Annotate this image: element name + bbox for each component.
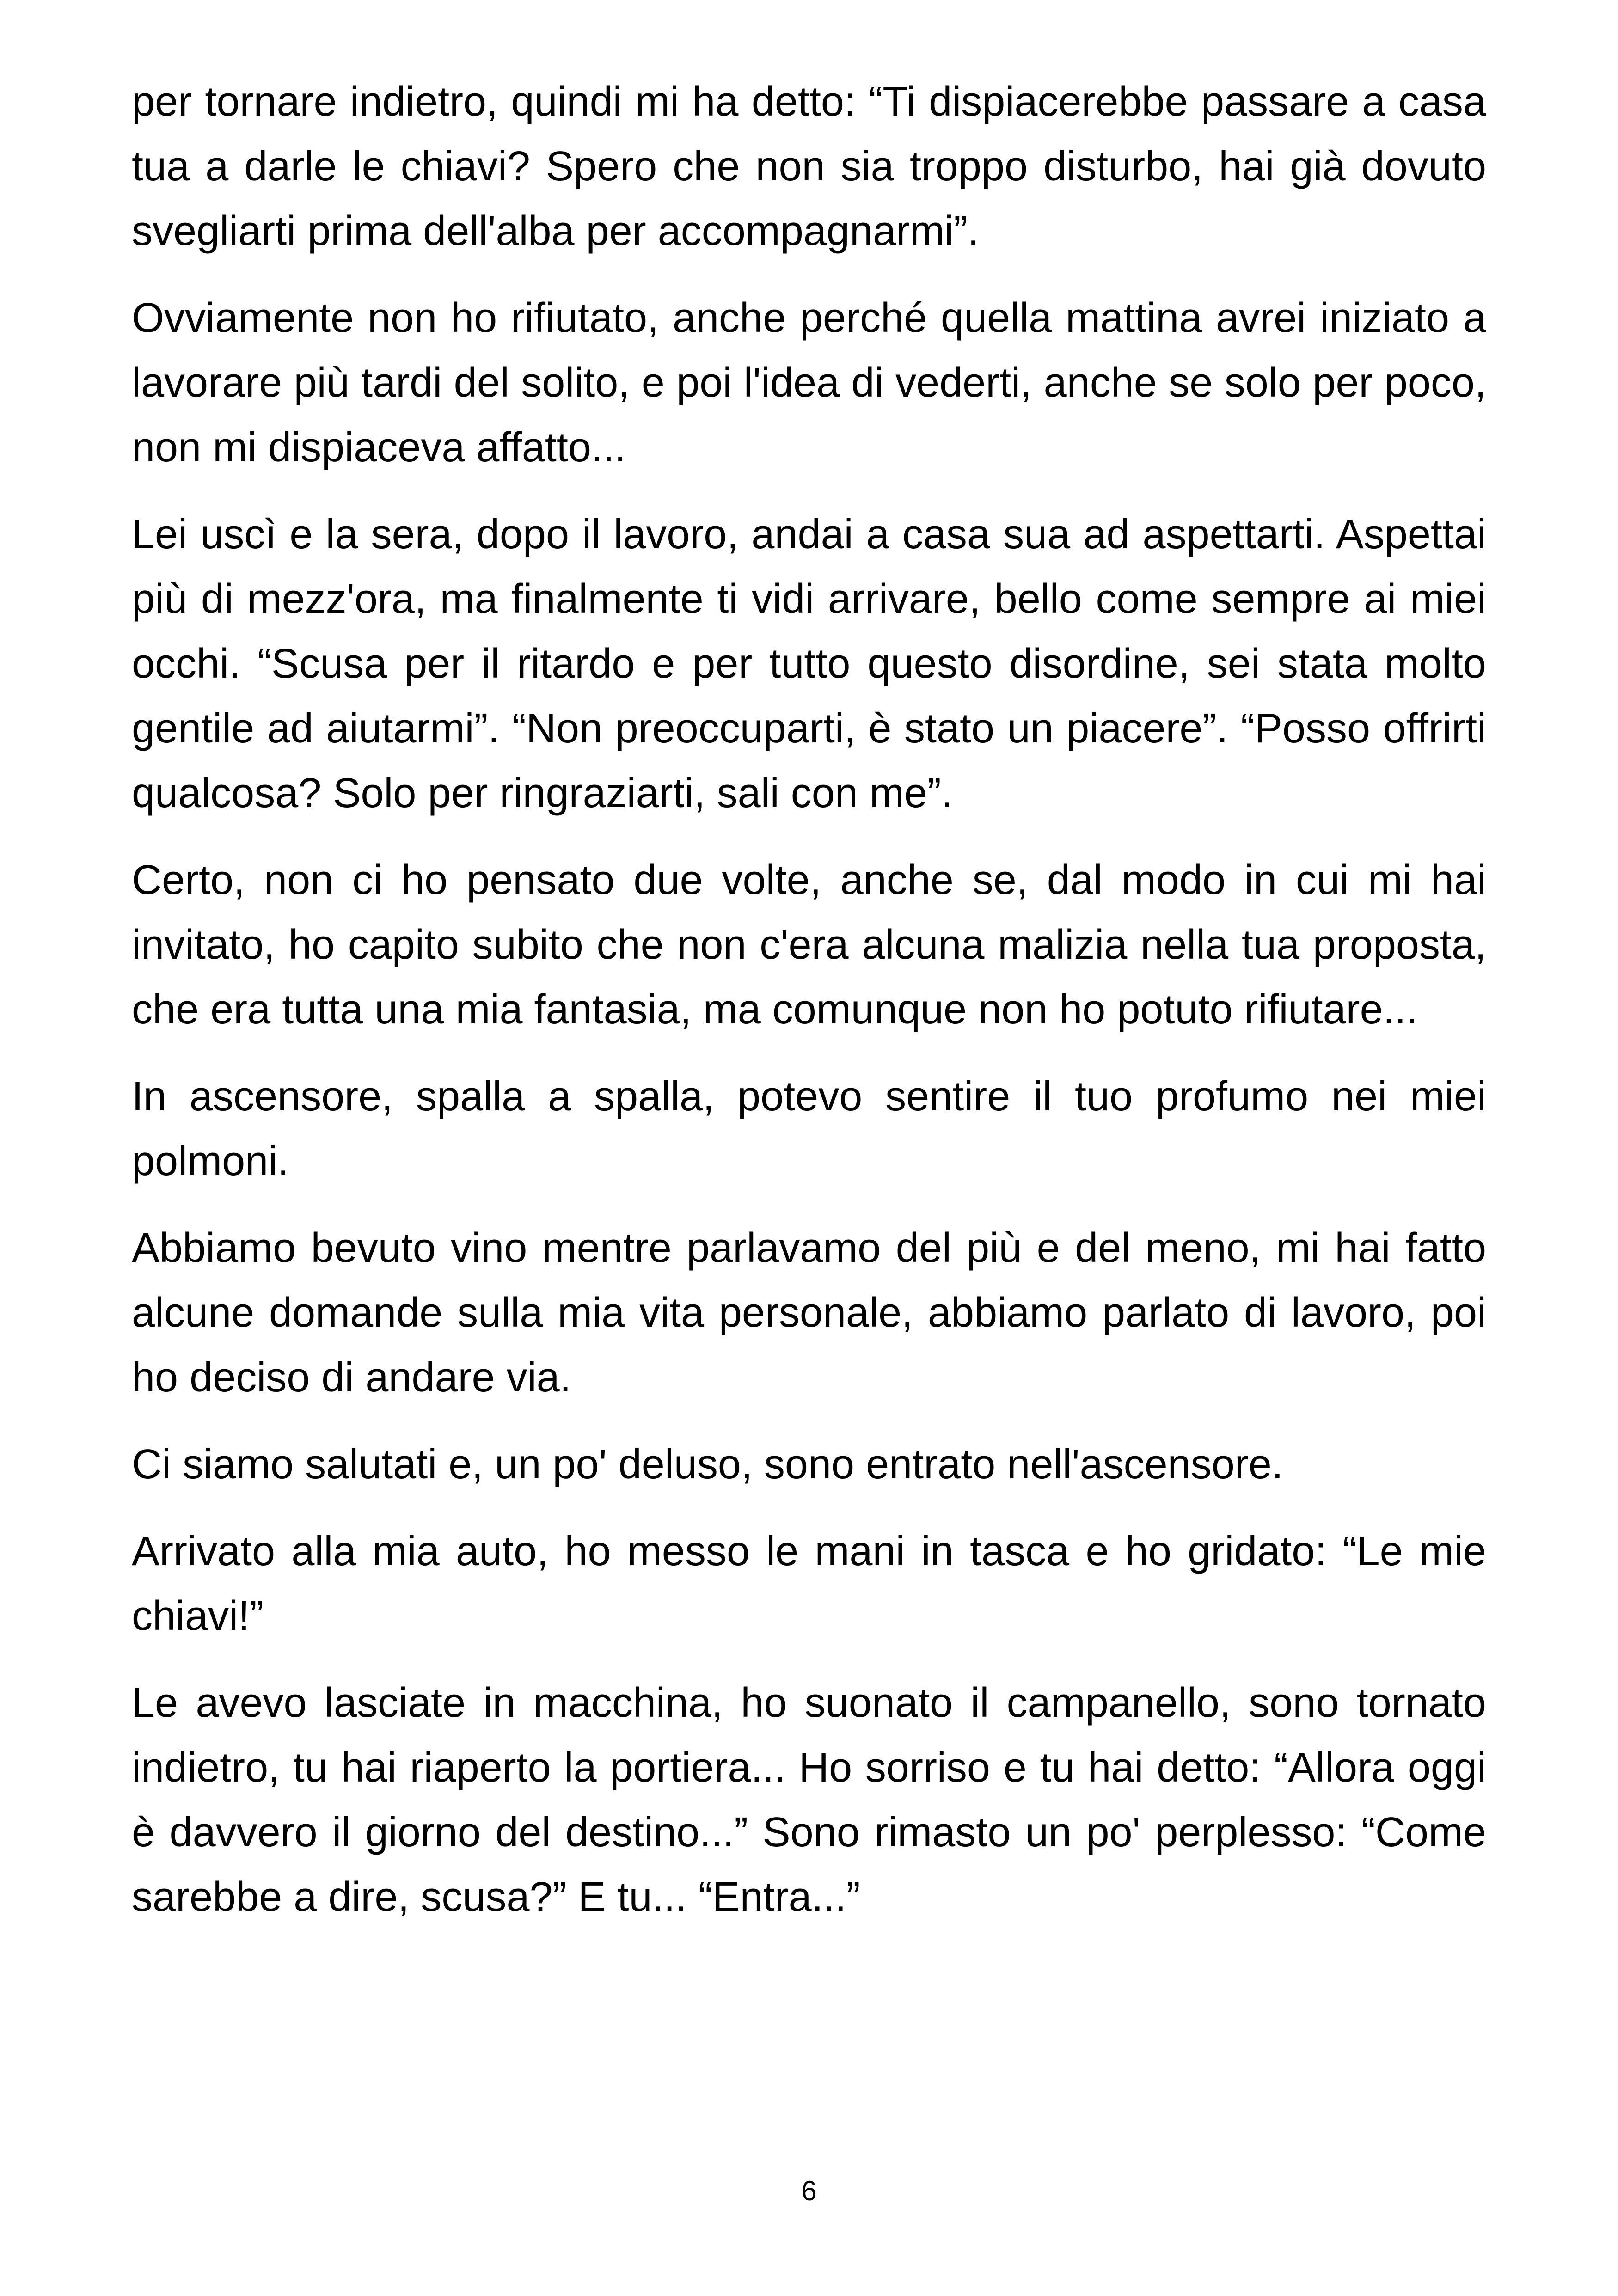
page-number: 6 <box>801 2175 817 2206</box>
paragraph-6: Abbiamo bevuto vino mentre parlavamo del più e del meno, mi hai fatto alcune domande sulla mia vita personale, abbiamo parlato di lavoro, poi ho deciso di andare via. <box>132 1225 1486 1401</box>
paragraph-3: Lei uscì e la sera, dopo il lavoro, andai a casa sua ad aspettarti. Aspettai più di mezz'ora, ma finalmente ti vidi arrivare, bello come sempre ai miei occhi. “Scusa per il ritardo e per tutto questo disordine, sei stata molto gentile ad aiutarmi”. “Non preoccuparti, è stato un piacere”. “Posso offrirti qualcosa? Solo per ringraziarti, sali con me”. <box>132 511 1486 816</box>
paragraph-2: Ovviamente non ho rifiutato, anche perché quella mattina avrei iniziato a lavorare più tardi del solito, e poi l'idea di vederti, anche se solo per poco, non mi dispiaceva affatto... <box>132 295 1486 471</box>
paragraph-4: Certo, non ci ho pensato due volte, anche se, dal modo in cui mi hai invitato, ho capito subito che non c'era alcuna malizia nella tua proposta, che era tutta una mia fantasia, ma comunque non ho potuto rifiutare... <box>132 857 1486 1033</box>
paragraph-9: Le avevo lasciate in macchina, ho suonato il campanello, sono tornato indietro, tu hai riaperto la portiera... Ho sorriso e tu hai detto: “Allora oggi è davvero il giorno del destino...” Sono rimasto un po' perplesso: “Come sarebbe a dire, scusa?” E tu... “Entra...” <box>132 1680 1486 1920</box>
paragraph-5: In ascensore, spalla a spalla, potevo sentire il tuo profumo nei miei polmoni. <box>132 1073 1486 1184</box>
paragraph-7: Ci siamo salutati e, un po' deluso, sono entrato nell'ascensore. <box>132 1441 1283 1488</box>
paragraph-1: per tornare indietro, quindi mi ha detto: “Ti dispiacerebbe passare a casa tua a darle le chiavi? Spero che non sia troppo disturbo, hai già dovuto svegliarti prima dell'alba per accompagnarmi”. <box>132 79 1486 254</box>
page-body <box>132 69 1486 1952</box>
paragraph-8: Arrivato alla mia auto, ho messo le mani in tasca e ho gridato: “Le mie chiavi!” <box>132 1528 1486 1639</box>
